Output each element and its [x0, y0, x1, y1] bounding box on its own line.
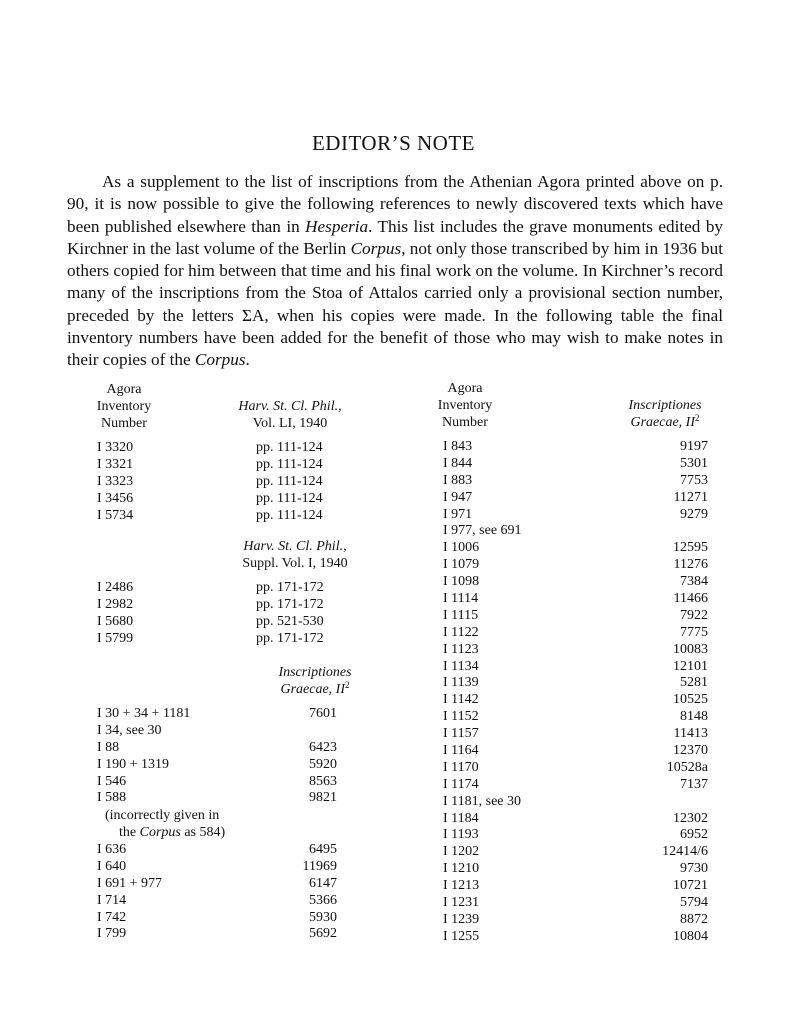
table-row: [443, 659, 708, 676]
inventory-number: I 3323: [97, 473, 134, 489]
table-row: [97, 457, 357, 474]
reference: 5794: [680, 895, 708, 911]
inventory-number: I 636: [97, 842, 127, 857]
table-row: [443, 574, 708, 591]
inventory-number: I 2486: [97, 580, 134, 595]
table-row: [97, 723, 337, 740]
table-row: [97, 910, 337, 927]
inventory-number: I 640: [97, 858, 127, 874]
table-row: [443, 625, 708, 642]
intro-end: .: [245, 350, 250, 370]
reference: 5366: [309, 892, 337, 908]
reference: 11271: [673, 489, 708, 505]
reference: pp. 171-172: [256, 580, 324, 595]
reference: pp. 111-124: [256, 507, 323, 523]
table-row: [443, 608, 708, 625]
header-line: Agora: [447, 381, 483, 396]
inventory-number: I 88: [97, 739, 120, 755]
journal-title: Harv. St. Cl. Phil.,: [238, 399, 342, 414]
inventory-number: I 588: [97, 790, 127, 806]
reference: 7384: [680, 574, 708, 590]
inventory-number: I 1164: [443, 743, 479, 759]
inventory-number: I 1193: [443, 827, 479, 843]
reference: 8872: [680, 911, 708, 927]
table-row: [443, 473, 708, 490]
table-row: [97, 614, 357, 631]
intro-text-1: As a supplement to the list of inscriptions from the Athenian Agora printed above on p. 90, it is now possible to give the following references to newly discovered texts which have been published elsewhere than in: [67, 172, 723, 236]
table-row: [443, 777, 708, 794]
inventory-number: I 947: [443, 489, 473, 505]
table-row: [97, 474, 357, 491]
table-row: [443, 844, 708, 861]
inventory-number: I 190 + 1319: [97, 756, 170, 772]
reference: 12101: [673, 658, 708, 674]
table-row: [97, 706, 337, 723]
table-row: [443, 811, 708, 828]
table-row: [97, 774, 337, 791]
table-row: [97, 859, 337, 876]
table-row: [97, 790, 337, 807]
table-row: [443, 743, 708, 760]
reference: 7775: [680, 624, 708, 640]
inventory-number: I 3456: [97, 490, 134, 506]
inventory-number: I 1184: [443, 810, 479, 826]
inventory-number: I 1239: [443, 911, 480, 927]
inventory-number: I 1181, see 30: [443, 793, 522, 809]
inventory-number: I 1255: [443, 928, 480, 944]
inventory-number: I 1123: [443, 641, 479, 657]
reference: 12595: [673, 540, 708, 556]
table-row: [443, 675, 708, 692]
table-row: [443, 642, 708, 659]
page-title: EDITOR’S NOTE: [311, 131, 475, 155]
journal-volume: Suppl. Vol. I, 1940: [242, 555, 348, 571]
inventory-number: I 546: [97, 773, 127, 789]
table-row: [97, 842, 337, 859]
note-pre: the: [119, 824, 140, 840]
table-row: [443, 827, 708, 844]
inventory-number: I 3320: [97, 440, 134, 455]
reference: 8563: [309, 773, 337, 789]
intro-corpus-1: Corpus: [350, 238, 402, 258]
inventory-number: I 30 + 34 + 1181: [97, 706, 191, 721]
reference: 9821: [309, 790, 337, 806]
reference: 9279: [680, 506, 708, 522]
reference: 10525: [673, 692, 708, 708]
reference: 5281: [680, 675, 708, 691]
inventory-number: I 799: [97, 926, 127, 942]
intro-paragraph: [67, 171, 723, 372]
inventory-number: I 1079: [443, 557, 480, 573]
reference: 10528a: [666, 759, 708, 775]
inventory-number: I 1139: [443, 675, 479, 691]
note-corpus: Corpus: [139, 824, 181, 840]
reference: pp. 111-124: [256, 440, 323, 455]
inventory-number: I 1170: [443, 759, 479, 775]
inventory-number: I 34, see 30: [97, 722, 162, 738]
reference: pp. 111-124: [256, 473, 323, 489]
right-ig-header: [600, 398, 730, 432]
ig-superscript: 2: [345, 679, 350, 690]
table-row: [443, 456, 708, 473]
table-row: [443, 490, 708, 507]
inventory-number: I 1202: [443, 844, 480, 860]
table-row: [443, 794, 708, 811]
reference: 9197: [680, 439, 708, 454]
table-row: [97, 893, 337, 910]
ig-superscript: 2: [695, 412, 700, 423]
ig-title: Inscriptiones: [628, 398, 702, 413]
table-row: [97, 508, 357, 525]
reference: 9730: [680, 861, 708, 877]
inventory-number: I 1006: [443, 540, 480, 556]
reference: pp. 171-172: [256, 596, 324, 612]
inventory-number: I 1231: [443, 895, 480, 911]
reference: 12370: [673, 743, 708, 759]
inventory-number: I 1122: [443, 624, 479, 640]
reference: 5301: [680, 455, 708, 471]
header-line: Inventory: [437, 397, 493, 413]
journal-title: Harv. St. Cl. Phil.,: [243, 539, 347, 554]
table-row: [443, 895, 708, 912]
left-agora-header: [84, 382, 164, 433]
reference: 11413: [673, 726, 708, 742]
table-row: [443, 523, 708, 540]
reference: 6147: [309, 875, 337, 891]
note-line-1: (incorrectly given in: [105, 808, 220, 823]
right-ig-table: [443, 439, 708, 946]
note-line-2: [105, 825, 225, 842]
inventory-number: I 742: [97, 909, 127, 925]
left-ig-table-a: [97, 706, 337, 807]
table-row: [443, 507, 708, 524]
table-row: [97, 580, 357, 597]
left-harv1-header: [220, 399, 360, 433]
left-harv1-table: [97, 440, 357, 524]
reference: 7137: [680, 776, 708, 792]
ig-title: Inscriptiones: [278, 665, 352, 680]
table-row: [443, 591, 708, 608]
inventory-number: I 691 + 977: [97, 875, 163, 891]
journal-volume: Vol. LI, 1940: [252, 415, 328, 431]
reference: 10083: [673, 641, 708, 657]
inventory-number: I 1115: [443, 607, 479, 623]
table-row: [443, 692, 708, 709]
table-row: [97, 740, 337, 757]
header-line: Number: [442, 414, 488, 430]
reference: pp. 111-124: [256, 490, 323, 506]
header-line: Inventory: [96, 398, 152, 414]
reference: 6495: [309, 842, 337, 857]
table-row: [443, 557, 708, 574]
table-row: [443, 929, 708, 946]
reference: pp. 521-530: [256, 613, 324, 629]
table-row: [97, 440, 357, 457]
table-row: [443, 726, 708, 743]
reference: 11276: [673, 557, 708, 573]
reference: 5692: [309, 926, 337, 942]
inventory-number: I 1157: [443, 726, 479, 742]
intro-text-3: , not only those transcribed by him in 1936 but others copied for him between that time and his final work on the volume. In Kirchner’s record many of the inscriptions from the Stoa of Attalos carried only a provisional section number, preceded by the letters ΣΑ, when his copies were made. In the following table the final inventory numbers have been added for the benefit of those who may wish to make notes in their copies of the: [67, 238, 723, 370]
table-row: [97, 491, 357, 508]
inventory-number: I 1152: [443, 709, 479, 725]
inventory-number: I 5734: [97, 507, 134, 523]
reference: 6423: [309, 739, 337, 755]
left-harv2-table: [97, 580, 357, 648]
inventory-number: I 1174: [443, 776, 479, 792]
reference: 6952: [680, 827, 708, 843]
table-row: [97, 757, 337, 774]
inventory-number: I 3321: [97, 456, 134, 472]
right-agora-header: [425, 381, 505, 432]
incorrect-note: [105, 808, 225, 842]
left-harv2-header: [220, 539, 370, 573]
table-row: [443, 439, 708, 456]
table-row: [97, 876, 337, 893]
table-row: [443, 709, 708, 726]
reference: 5930: [309, 909, 337, 925]
ig-subtitle: Graecae, II: [630, 414, 696, 430]
reference: 12302: [673, 810, 708, 826]
inventory-number: I 1134: [443, 658, 479, 674]
header-line: Number: [101, 415, 147, 431]
intro-hesperia: Hesperia: [305, 216, 369, 236]
inventory-number: I 883: [443, 472, 473, 488]
reference: 12414/6: [662, 844, 708, 860]
left-ig-header: [250, 665, 380, 699]
reference: 10721: [673, 878, 708, 894]
reference: 11466: [673, 591, 708, 607]
inventory-number: I 977, see 691: [443, 523, 522, 539]
reference: pp. 111-124: [256, 456, 323, 472]
inventory-number: I 5799: [97, 630, 134, 646]
reference: 11969: [302, 858, 337, 874]
table-row: [97, 926, 337, 943]
inventory-number: I 1114: [443, 591, 479, 607]
inventory-number: I 843: [443, 439, 473, 454]
reference: 5920: [309, 756, 337, 772]
header-line: Agora: [106, 382, 142, 397]
left-ig-table-b: [97, 842, 337, 943]
table-row: [443, 760, 708, 777]
table-row: [443, 912, 708, 929]
inventory-number: I 2982: [97, 596, 134, 612]
table-row: [443, 540, 708, 557]
intro-text-2: . This list includes the grave monuments edited by Kirchner in the last volume of the Berlin: [67, 216, 724, 258]
inventory-number: I 714: [97, 892, 127, 908]
ig-subtitle: Graecae, II: [280, 681, 346, 697]
table-row: [97, 597, 357, 614]
note-post: as 584): [180, 824, 226, 840]
reference: 10804: [673, 928, 708, 944]
intro-corpus-2: Corpus: [194, 350, 246, 370]
inventory-number: I 1142: [443, 692, 479, 708]
table-row: [443, 861, 708, 878]
reference: 7601: [309, 706, 337, 721]
reference: 7922: [680, 607, 708, 623]
reference: pp. 171-172: [256, 630, 324, 646]
reference: 8148: [680, 709, 708, 725]
table-row: [97, 631, 357, 648]
table-row: [443, 878, 708, 895]
inventory-number: I 1210: [443, 861, 480, 877]
inventory-number: I 844: [443, 455, 473, 471]
inventory-number: I 971: [443, 506, 473, 522]
inventory-number: I 5680: [97, 613, 134, 629]
inventory-number: I 1098: [443, 574, 480, 590]
reference: 7753: [680, 472, 708, 488]
inventory-number: I 1213: [443, 878, 480, 894]
